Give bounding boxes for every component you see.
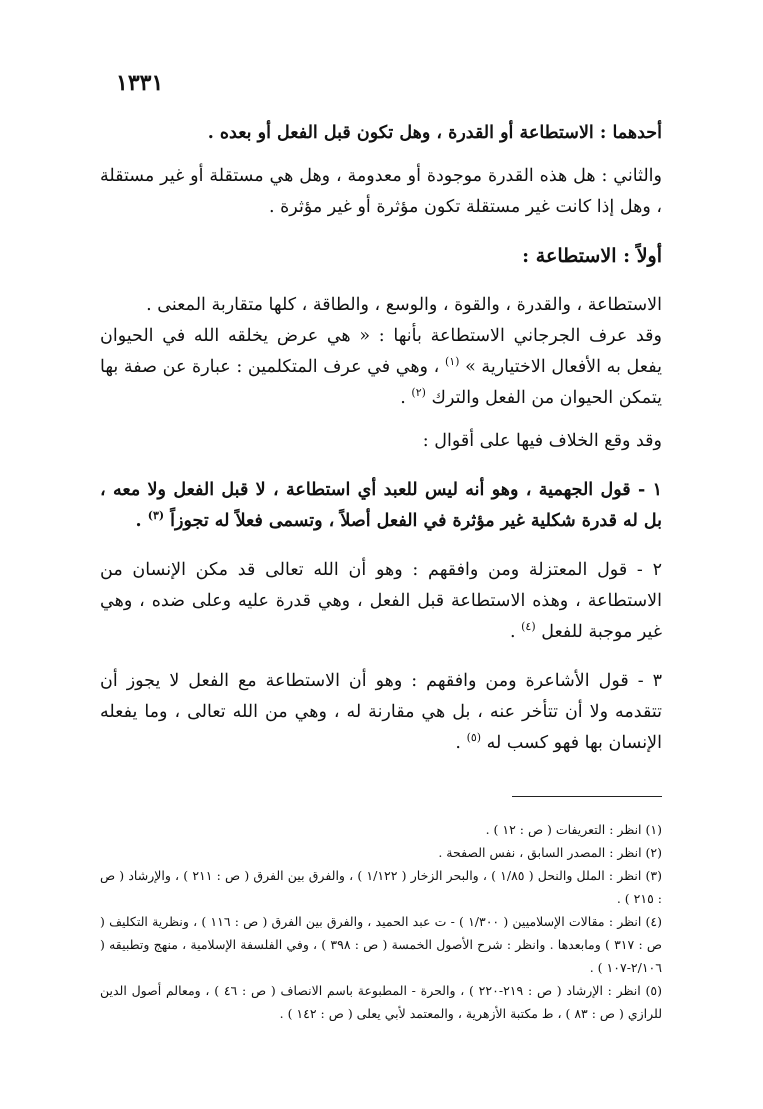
ashaira-text: ٣ - قول الأشاعرة ومن وافقهم : وهو أن الاستطاعة مع الفعل لا يجوز أن تتقدمه ولا أن تتأخر عنه ، بل هي مقارنة له ، وهي من الله تعالى ، وما يفعله الإنسان بها فهو كسب له [100, 671, 662, 753]
paragraph-disagreement: وقد وقع الخلاف فيها على أقوال : [422, 431, 662, 451]
paragraph-first-question: أحدهما : الاستطاعة أو القدرة ، وهل تكون قبل الفعل أو بعده . [207, 123, 662, 143]
footnote-4: (٤) انظر : مقالات الإسلاميين ( ١/٣٠٠ ) - ت عبد الحميد ، والفرق بين الفرق ( ص : ١١٦ ) ، ونظرية التكليف ( ص : ٣١٧ ) ومابعدها . وانظر : شرح الأصول الخمسة ( ص : ٣٩٨ ) ، وفي الفلسفة الإسلامية ، منهج وتطبيقه ( ٢/١٠٦-١٠٧ ) . [100, 914, 662, 975]
jahmiyya-text: ١ - قول الجهمية ، وهو أنه ليس للعبد أي استطاعة ، لا قبل الفعل ولا معه ، بل له قدرة شكلية غير مؤثرة في الفعل أصلاً ، وتسمى فعلاً له تجوزاً [100, 480, 662, 531]
footnote-2: (٢) انظر : المصدر السابق ، نفس الصفحة . [438, 845, 662, 860]
footnote-ref-3: (٣) [147, 509, 165, 523]
footnote-5: (٥) انظر : الإرشاد ( ص : ٢١٩-٢٢٠ ) ، والحرة - المطبوعة باسم الانصاف ( ص : ٤٦ ) ، ومعالم أصول الدين للرازي ( ص : ٨٣ ) ، ط مكتبة الأزهرية ، والمعتمد لأبي يعلى ( ص : ١٤٢ ) . [100, 983, 662, 1021]
definition-text-b: ، وهي في عرف المتكلمين : عبارة عن صفة بها يتمكن الحيوان من الفعل والترك [100, 357, 662, 408]
paragraph-definition: وقد عرف الجرجاني الاستطاعة بأنها : « هي عرض يخلقه الله في الحيوان يفعل به الأفعال الاختيارية » $^{(١)}$ ، وهي في عرف المتكلمين : عبارة عن صفة بها يتمكن الحيوان من الفعل والترك $^{(٢)}$ . [100, 326, 662, 408]
paragraph-synonyms: الاستطاعة ، والقدرة ، والقوة ، والوسع ، والطاقة ، كلها متقاربة المعنى . [146, 295, 662, 315]
main-text [100, 118, 662, 759]
footnote-ref-1: (١) [444, 355, 460, 369]
footnote-1: (١) انظر : التعريفات ( ص : ١٢ ) . [485, 822, 662, 837]
paragraph-second-question: والثاني : هل هذه القدرة موجودة أو معدومة ، وهل هي مستقلة أو غير مستقلة ، وهل إذا كانت غير مستقلة تكون مؤثرة أو غير مؤثرة . [100, 166, 662, 217]
section-heading-istitaa: أولاً : الاستطاعة : [522, 245, 662, 267]
mutazila-text: ٢ - قول المعتزلة ومن وافقهم : وهو أن الله تعالى قد مكن الإنسان من الاستطاعة ، وهذه الاستطاعة قبل الفعل ، وهي قدرة عليه وعلى ضده ، وهي غير موجبة للفعل [100, 560, 662, 642]
footnote-ref-4: (٤) [521, 620, 536, 634]
footnote-3: (٣) انظر : الملل والنحل ( ١/٨٥ ) ، والبحر الزخار ( ١/١٢٢ ) ، والفرق بين الفرق ( ص : ٢١١ ) ، والإرشاد ( ص : ٢١٥ ) . [100, 868, 663, 906]
page-number: ١٣٣١ [116, 70, 164, 96]
footnote-ref-5: (٥) [466, 731, 482, 745]
footnote-separator [512, 796, 662, 797]
definition-text-a: وقد عرف الجرجاني الاستطاعة بأنها : « هي عرض يخلقه الله في الحيوان يفعل به الأفعال الاختيارية » [100, 326, 662, 377]
footnote-ref-2: (٢) [411, 386, 426, 400]
paragraph-ashaira: ٣ - قول الأشاعرة ومن وافقهم : وهو أن الاستطاعة مع الفعل لا يجوز أن تتقدمه ولا أن تتأخر عنه ، بل هي مقارنة له ، وهي من الله تعالى ، وما يفعله الإنسان بها فهو كسب له $^{(٥)}$ . [100, 671, 662, 753]
footnotes [100, 818, 662, 1025]
paragraph-mutazila: ٢ - قول المعتزلة ومن وافقهم : وهو أن الله تعالى قد مكن الإنسان من الاستطاعة ، وهذه الاستطاعة قبل الفعل ، وهي قدرة عليه وعلى ضده ، وهي غير موجبة للفعل $^{(٤)}$ . [100, 560, 662, 642]
paragraph-jahmiyya: ١ - قول الجهمية ، وهو أنه ليس للعبد أي استطاعة ، لا قبل الفعل ولا معه ، بل له قدرة شكلية غير مؤثرة في الفعل أصلاً ، وتسمى فعلاً له تجوزاً $^{(٣)}$ . [100, 480, 662, 531]
